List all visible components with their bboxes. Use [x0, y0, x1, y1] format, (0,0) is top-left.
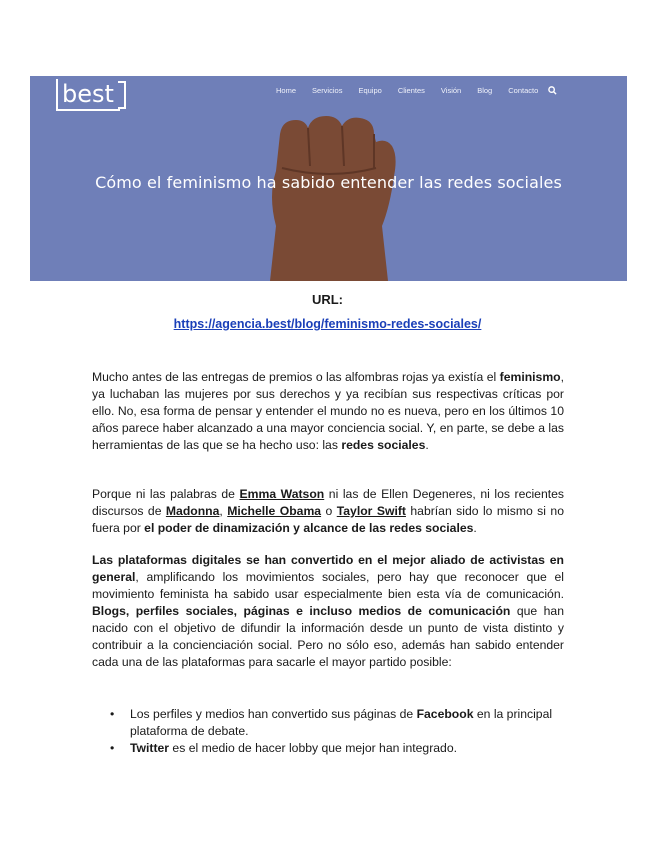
article-url-link[interactable]: https://agencia.best/blog/feminismo-redes-sociales/ — [173, 317, 482, 331]
logo-bracket — [118, 81, 126, 109]
platform-list — [110, 706, 564, 757]
paragraph-platforms: Las plataformas digitales se han convertido en el mejor aliado de activistas en general, amplificando los movimientos sociales, pero hay que reconocer que el movimiento feminista ha sabido usar especialmente bien esta vía de comunicación. Blogs, perfiles sociales, páginas e incluso medios de comunicación que han nacido con el objetivo de difundir la información desde un punto de vista distinto y contribuir a la concienciación social. Pero no sólo eso, además han sabido entender cada una de las plataformas para sacarle el mayor partido posible: — [92, 553, 564, 669]
nav-contacto[interactable]: Contacto — [508, 86, 539, 95]
hero-title: Cómo el feminismo ha sabido entender las redes sociales — [95, 173, 562, 192]
nav-vision[interactable]: Visión — [440, 86, 462, 95]
link-emma-watson[interactable]: Emma Watson — [239, 487, 325, 501]
top-nav — [276, 86, 573, 97]
url-label: URL: — [311, 292, 344, 307]
link-madonna[interactable]: Madonna — [165, 504, 220, 518]
search-icon[interactable] — [548, 86, 557, 97]
paragraph-figures: Porque ni las palabras de Emma Watson ni las de Ellen Degeneres, ni los recientes discursos de Madonna, Michelle Obama o Taylor Swift habrían sido lo mismo si no fuera por el poder de dinamización y alcance de las redes sociales. — [92, 487, 564, 535]
link-michelle-obama[interactable]: Michelle Obama — [227, 504, 322, 518]
nav-home[interactable]: Home — [276, 86, 297, 95]
link-taylor-swift[interactable]: Taylor Swift — [336, 504, 406, 518]
best-logo[interactable]: best — [56, 79, 120, 111]
nav-equipo[interactable]: Equipo — [358, 86, 382, 95]
paragraph-intro: Mucho antes de las entregas de premios o las alfombras rojas ya existía el feminismo, ya luchaban las mujeres por sus derechos y ya recibían sus respectivas críticas por ello. No, esa forma de pensar y entender el mundo no es nueva, pero en los últimos 10 años parece haber alcanzado a una mayor conciencia social. Y, en parte, se debe a las herramientas de las que se ha hecho uso: las redes sociales. — [92, 370, 564, 452]
nav-clientes[interactable]: Clientes — [397, 86, 425, 95]
list-item: • Twitter es el medio de hacer lobby que mejor han integrado. — [110, 741, 457, 755]
nav-servicios[interactable]: Servicios — [312, 86, 343, 95]
list-item: • Los perfiles y medios han convertido sus páginas de Facebook en la principal plataforma de debate. — [110, 707, 553, 738]
hero-banner — [30, 76, 627, 281]
nav-blog[interactable]: Blog — [477, 86, 493, 95]
